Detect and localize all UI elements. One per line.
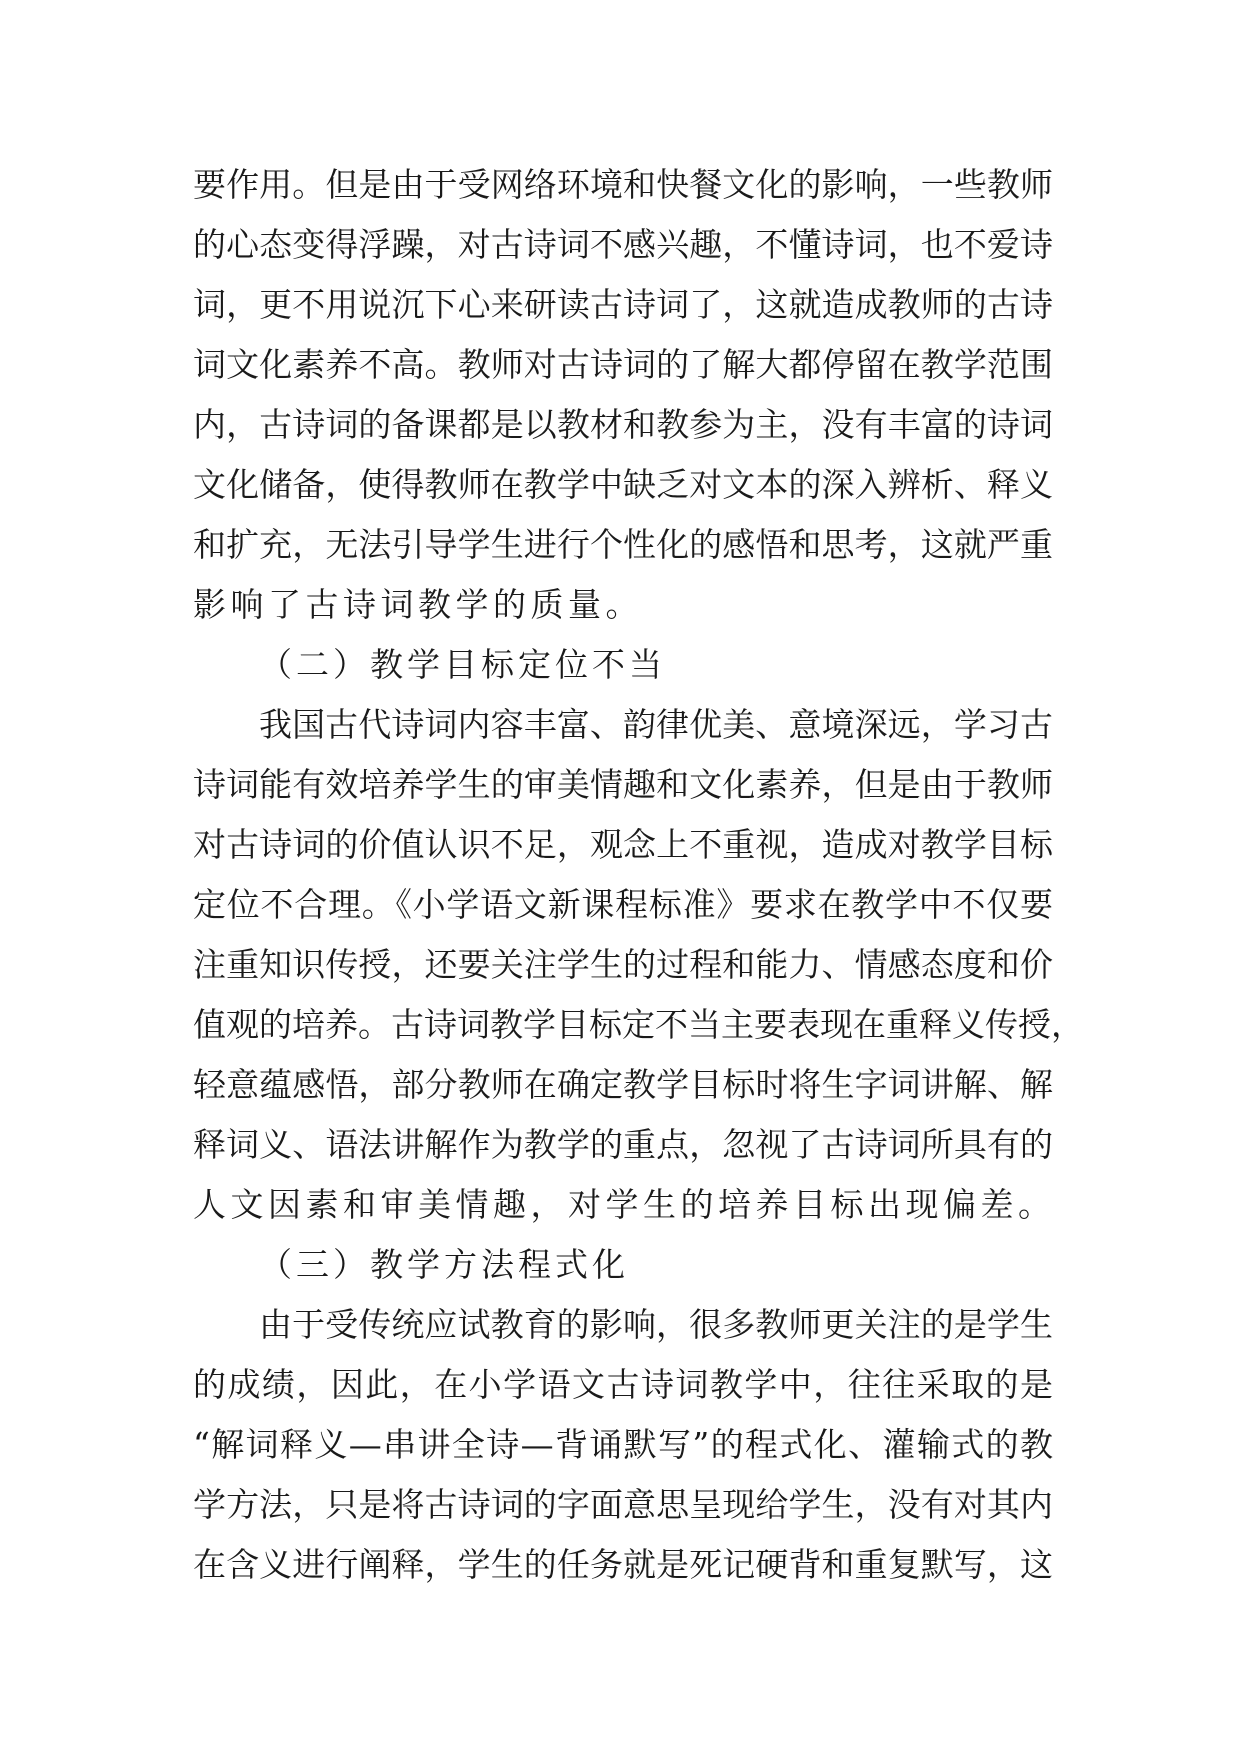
text-line: 影响了古诗词教学的质量。 (193, 585, 643, 624)
text-line: 词，更不用说沉下心来研读古诗词了，这就造成教师的古诗 (193, 285, 1053, 324)
text-line: 文化储备，使得教师在教学中缺乏对文本的深入辨析、释义 (193, 465, 1053, 504)
text-line: 的心态变得浮躁，对古诗词不感兴趣，不懂诗词，也不爱诗 (193, 225, 1053, 264)
text-line: 值观的培养。古诗词教学目标定不当主要表现在重释义传授， (193, 1005, 1084, 1044)
text-line: 我国古代诗词内容丰富、韵律优美、意境深远，学习古 (259, 705, 1053, 744)
text-line: 学方法，只是将古诗词的字面意思呈现给学生，没有对其内 (193, 1485, 1053, 1524)
text-line: 在含义进行阐释，学生的任务就是死记硬背和重复默写，这 (193, 1545, 1053, 1584)
text-line: 定位不合理。《小学语文新课程标准》要求在教学中不仅要 (193, 885, 1053, 924)
text-line: 由于受传统应试教育的影响，很多教师更关注的是学生 (259, 1305, 1053, 1344)
text-line: 注重知识传授，还要关注学生的过程和能力、情感态度和价 (193, 945, 1053, 984)
text-line: 对古诗词的价值认识不足，观念上不重视，造成对教学目标 (193, 825, 1053, 864)
text-line: 轻意蕴感悟，部分教师在确定教学目标时将生字词讲解、解 (193, 1065, 1053, 1104)
text-line: 诗词能有效培养学生的审美情趣和文化素养，但是由于教师 (193, 765, 1053, 804)
text-line: 内，古诗词的备课都是以教材和教参为主，没有丰富的诗词 (193, 405, 1053, 444)
text-line: “解词释义—串讲全诗—背诵默写”的程式化、灌输式的教 (193, 1425, 1053, 1464)
text-line: 和扩充，无法引导学生进行个性化的感悟和思考，这就严重 (193, 525, 1053, 564)
text-line: 要作用。但是由于受网络环境和快餐文化的影响，一些教师 (193, 165, 1053, 204)
paragraph-teaching-goals (193, 695, 1084, 1235)
text-line: 人文因素和审美情趣，对学生的培养目标出现偏差。 (193, 1185, 1056, 1224)
paragraph-teacher-literacy (193, 155, 1053, 635)
section-heading-3: （三）教学方法程式化 (259, 1245, 629, 1284)
document-body (193, 155, 1084, 1595)
text-line: 释词义、语法讲解作为教学的重点，忽视了古诗词所具有的 (193, 1125, 1053, 1164)
paragraph-teaching-methods (193, 1295, 1053, 1595)
section-heading-2: （二）教学目标定位不当 (259, 645, 666, 684)
text-line: 的成绩，因此，在小学语文古诗词教学中，往往采取的是 (193, 1365, 1053, 1404)
text-line: 词文化素养不高。教师对古诗词的了解大都停留在教学范围 (193, 345, 1053, 384)
